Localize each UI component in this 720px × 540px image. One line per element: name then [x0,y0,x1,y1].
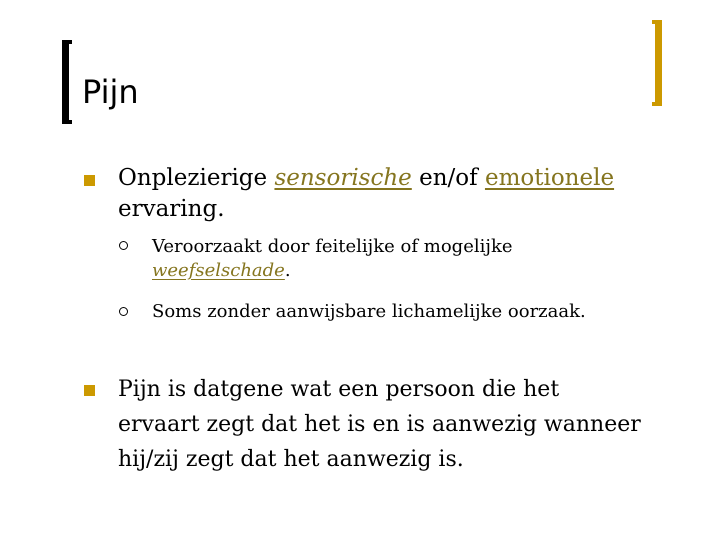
bullet-1-text-after: ervaring. [118,196,225,222]
bullet-1-text-mid: en/of [411,165,485,191]
bullet-2-line-3: hij/zij zegt dat het aanwezig is. [118,447,464,472]
bullet-2 [118,372,698,477]
link-sensorische[interactable]: sensorische [274,165,412,191]
square-bullet-icon [84,175,95,186]
subbullet-1 [152,235,672,283]
subbullet-2: Soms zonder aanwijsbare lichamelijke oorzaak. [152,301,586,322]
bullet-1-text-before: Onplezierige [118,165,275,191]
subbullet-1-text-before: Veroorzaakt door feitelijke of mogelijke [152,236,513,257]
slide-title: Pijn [82,73,139,111]
bullet-2-line-2: ervaart zegt dat het is en is aanwezig wanneer [118,412,641,437]
bullet-2-line-1: Pijn is datgene wat een persoon die het [118,377,560,402]
title-bracket-right [652,20,662,106]
circle-bullet-icon [119,241,128,250]
square-bullet-icon [84,385,95,396]
title-bracket-left [62,40,72,124]
circle-bullet-icon [119,307,128,316]
bullet-1 [118,163,678,225]
link-emotionele[interactable]: emotionele [484,165,615,191]
link-weefselschade[interactable]: weefselschade [152,260,285,281]
subbullet-1-text-after: . [284,260,291,281]
